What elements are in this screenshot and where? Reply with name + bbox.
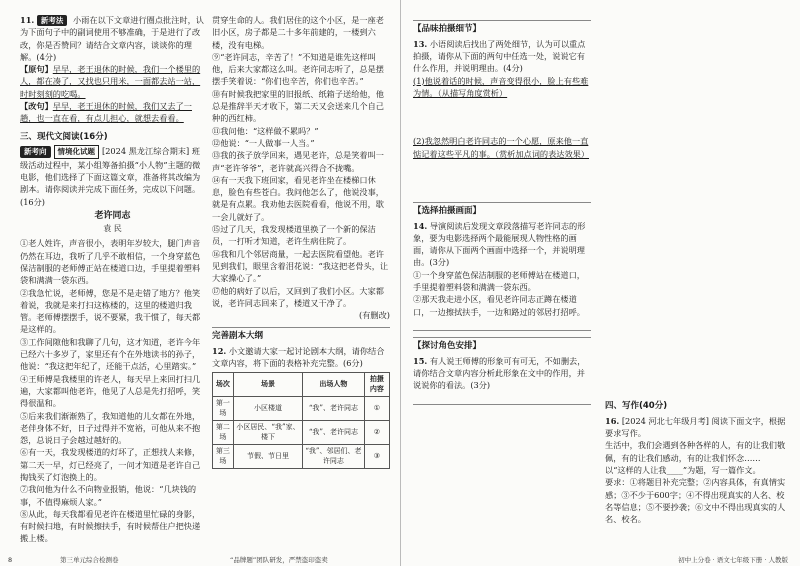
q16-requirements: 要求：①将题目补充完整；②内容具体，有真情实感；③不少于600字；④不得出现真实的人名、校名等信息；⑤不要抄袭；⑥文中不得出现真实的人名、校名。 — [605, 477, 786, 525]
page-number-left: 8 — [8, 556, 13, 564]
section-3-intro — [20, 145, 205, 207]
table-row — [213, 444, 390, 468]
answer-cell[interactable]: ① — [364, 396, 389, 420]
question-14 — [413, 220, 591, 269]
right-column-2 — [605, 14, 789, 552]
table-header: 出场人物 — [303, 372, 365, 396]
q11-number: 11. — [20, 15, 35, 25]
q11-revised — [20, 100, 205, 125]
q11-original — [20, 63, 205, 100]
section-4-title: 四、写作(40分) — [605, 401, 668, 411]
question-12 — [212, 345, 390, 370]
q16-number: 16. — [605, 415, 620, 426]
q15-number: 15. — [413, 355, 428, 366]
story-paragraph: ①老人姓许，声音很小，表明年岁较大，腿门声音仍然在耳边，我听了几乎不敢相信，一个身穿蓝色保洁制服的老师傅正站在楼道口边，手里提着塑料袋和满满一袋东西。 — [20, 238, 201, 286]
q16-intro: [2024 河北七年级月考] 阅读下面文字，根据要求写作。 — [605, 415, 786, 439]
story-author: 袁 民 — [103, 224, 122, 234]
story-paragraph: ③工作间隙他和我聊了几句，这才知道，老许今年已经六十多岁了，家里还有个在外地读书的孙子，他说：“我这把年纪了，还能干点活，心里踏实。” — [20, 336, 201, 372]
footer-left: 第三单元综合检测卷 — [60, 556, 119, 564]
table-row — [213, 396, 390, 420]
answer-cell[interactable]: ③ — [364, 444, 389, 468]
q11-text: 小雨在以下文章进行圈点批注时，认为下面句子中的副词使用不够准确，于是进行了改改，你是否赞同？请结合文章内容，谈谈你的理解。(4分) — [20, 15, 204, 62]
story-paragraph: ⑩有时候我把家里的旧报纸、纸箱子送给他，他总是推辞半天才收下，第二天又会送来几个自己种的西红柿。 — [212, 88, 384, 124]
story-title: 老许同志 — [94, 210, 131, 221]
q11-revised-label: 【改句】 — [20, 101, 53, 112]
story-paragraph: ⑤后来我们渐渐熟了，我知道他的儿女都在外地，老伴身体不好，日子过得并不宽裕，可他从来不抱怨，总说日子会越过越好的。 — [20, 410, 201, 446]
right-page — [400, 0, 800, 566]
section-3-intro-text: [2024 黑龙江综合期末] 班级活动过程中，某小组筹备拍摄“小人物”主题的微电影，他们选择了下面这篇文章，准备将其改编为剧本。请你阅读并完成下面任务，完成以下问题。(16分) — [20, 146, 201, 207]
table-cell: 小区楼道 — [233, 396, 302, 420]
story-paragraph: ⑧从此，每天我都看见老许在楼道里忙碌的身影，有时候扫地，有时候擦扶手，有时候帮住户把快递搬上楼。 — [20, 508, 201, 544]
q14-number: 14. — [413, 220, 428, 231]
table-cell: 第二场 — [213, 420, 234, 444]
left-column-1 — [20, 14, 205, 552]
table-cell: “我”、邻居们、老许同志 — [303, 444, 365, 468]
table-cell: “我”、老许同志 — [303, 420, 365, 444]
story-paragraph: ⑥有一天，我发现楼道的灯坏了，正想找人来修，第二天一早，灯已经亮了，一问才知道是老许自己掏钱买了灯泡换上的。 — [20, 447, 201, 482]
answer-area[interactable] — [605, 14, 789, 394]
story-paragraph: ⑦我问他为什么不向物业报销，他说：“几块钱的事，不值得麻烦人家。” — [20, 484, 197, 507]
story-paragraph: ⑰他的病好了以后，又回到了我们小区。大家都说，老许同志回来了，楼道又干净了。 — [212, 285, 384, 308]
q13-number: 13. — [413, 38, 428, 49]
q12-section-tag: 完善剧本大纲 — [212, 327, 390, 343]
q12-number: 12. — [212, 346, 227, 357]
q13-option-1: (1)他说着话的时候，声音变得很小，脸上有些难为情。（从描写角度赏析） — [413, 75, 589, 98]
table-cell: 小区居民、“我”家、楼下 — [233, 420, 302, 444]
footer-mid: “品牌题”团队研发，严禁盗印盗卖 — [230, 556, 328, 564]
block-3-head: 【探讨角色安排】 — [413, 337, 591, 353]
table-cell: 第一场 — [213, 396, 234, 420]
story-paragraph: ⑭有一天我下班回家，看见老许坐在楼梯口休息，脸色有些苍白。我问他怎么了，他说没事，就是有点累。我劝他去医院看看，他说不用，歇一会儿就好了。 — [212, 174, 384, 222]
story-paragraph: ⑪我问他：“这样做不累吗？” — [212, 125, 319, 136]
section-3-tag-2: 情境化试题 — [54, 145, 100, 158]
table-row — [213, 420, 390, 444]
table-cell: 节假、节日里 — [233, 444, 302, 468]
table-header: 场景 — [233, 372, 302, 396]
story-paragraph: ⑮过了几天，我发现楼道里换了一个新的保洁员，一打听才知道，老许生病住院了。 — [212, 224, 376, 247]
story-paragraph: ④王师傅是我楼里的许老人，每天早上来回打扫几遍，大家都叫他老许，他见了人总是先打招呼，笑得很温和。 — [20, 373, 201, 409]
q13-option-2: (2)我忽然明白老许同志的一个心愿，原来他一直惦记着这些平凡的事。（赏析加点词的表达效果） — [413, 136, 590, 159]
section-3-title: 三、现代文阅读(16分) — [20, 131, 108, 142]
story-paragraph: 贯穿生命的人。我们居住的这个小区，是一座老旧小区，房子都是二十多年前建的，一楼到六楼，没有电梯。 — [212, 15, 384, 50]
question-11 — [20, 14, 205, 63]
story-paragraph: ⑯我和几个邻居商量，一起去医院看望他。老许见到我们，眼里含着泪花说：“我这把老骨头，让大家操心了。” — [212, 248, 389, 284]
q11-tag: 新考法 — [37, 15, 68, 26]
q15-text: 有人说王师傅的形象可有可无，不如删去，请你结合文章内容分析此形象在文中的作用，并说说你的看法。(3分) — [413, 355, 586, 391]
q11-revised-text: 早早，老王退休的时候，我们又去了一趟，也一直在看，有点儿担心，就想去看看。 — [20, 101, 192, 124]
script-outline-table — [212, 372, 390, 469]
right-column-1 — [413, 14, 591, 552]
q14-option-2: ②那天我走进小区，看见老许同志正蹲在楼道口，一边擦拭扶手，一边和路过的邻居打招呼。 — [413, 294, 585, 317]
block-1-head: 【品味拍摄细节】 — [413, 20, 591, 36]
answer-space[interactable] — [413, 99, 591, 135]
story-source: (有删改) — [359, 310, 390, 321]
question-15 — [413, 355, 591, 392]
question-13 — [413, 38, 591, 75]
answer-line[interactable] — [413, 394, 591, 405]
table-header: 拍摄内容 — [364, 372, 389, 396]
left-column-2 — [212, 14, 390, 552]
block-2-head: 【选择拍摄画面】 — [413, 202, 591, 218]
table-cell: “我”、老许同志 — [303, 396, 365, 420]
q14-text: 导演阅读后发现文章段落描写老许同志的形象，要为电影选择两个最能展现人物性格的画面，请你从下面两个画面中选择一个，并说明理由。(3分) — [413, 220, 586, 268]
answer-cell[interactable]: ② — [364, 420, 389, 444]
q11-original-text: 早早，老王退休的时候，我们一个楼里的人，都在凑了，又找也只用米，一面都去站一站，时时刻刻的吃喝。 — [20, 64, 201, 99]
table-header: 场次 — [213, 372, 234, 396]
story-paragraph: ⑫他说：“一人做事一人当。” — [212, 137, 315, 148]
story-paragraph: ⑬我的孩子放学回来，遇见老许，总是笑着叫一声“老许爷爷”，老许就高兴得合不拢嘴。 — [212, 150, 384, 173]
table-cell: 第三场 — [213, 444, 234, 468]
q16-prompt: 生活中，我们会遇到各种各样的人，有的让我们敬佩，有的让我们感动，有的让我们怀念…… — [605, 440, 786, 463]
q14-option-1: ①一个身穿蓝色保洁制服的老师傅站在楼道口，手里提着塑料袋和满满一袋东西。 — [413, 269, 585, 293]
q12-text: 小文邀请大家一起讨论剧本大纲，请你结合文章内容，将下面的表格补充完整。(6分) — [212, 346, 385, 369]
answer-space[interactable] — [413, 160, 591, 196]
story-paragraph: ②我急忙说，老师傅，您是不是走错了地方？他笑着说，我就是来打扫这栋楼的，这里的楼道归我管。老师傅摆摆手，说不要紧，我干惯了，每天都是这样的。 — [20, 287, 201, 335]
story-paragraph: ⑨“老许同志，辛苦了！”不知道是谁先这样叫他，后来大家都这么叫。老许同志听了，总是摆摆手笑着说：“你们也辛苦，你们也辛苦。” — [212, 51, 384, 87]
question-16 — [605, 415, 789, 440]
answer-line[interactable] — [413, 320, 591, 331]
footer-right: 初中上分卷 · 语文七年级下册 · 人教版 — [678, 556, 788, 564]
q16-task: 以“这样的人让我____”为题，写一篇作文。 — [605, 464, 761, 475]
section-3-tag-1: 新考向 — [20, 146, 51, 157]
q11-original-label: 【原句】 — [20, 64, 53, 75]
q13-text: 小语阅读后找出了两处细节，认为可以重点拍摄，请你从下面的两句中任选一处，说说它有什么作用，并说明理由。(4分) — [413, 38, 586, 74]
